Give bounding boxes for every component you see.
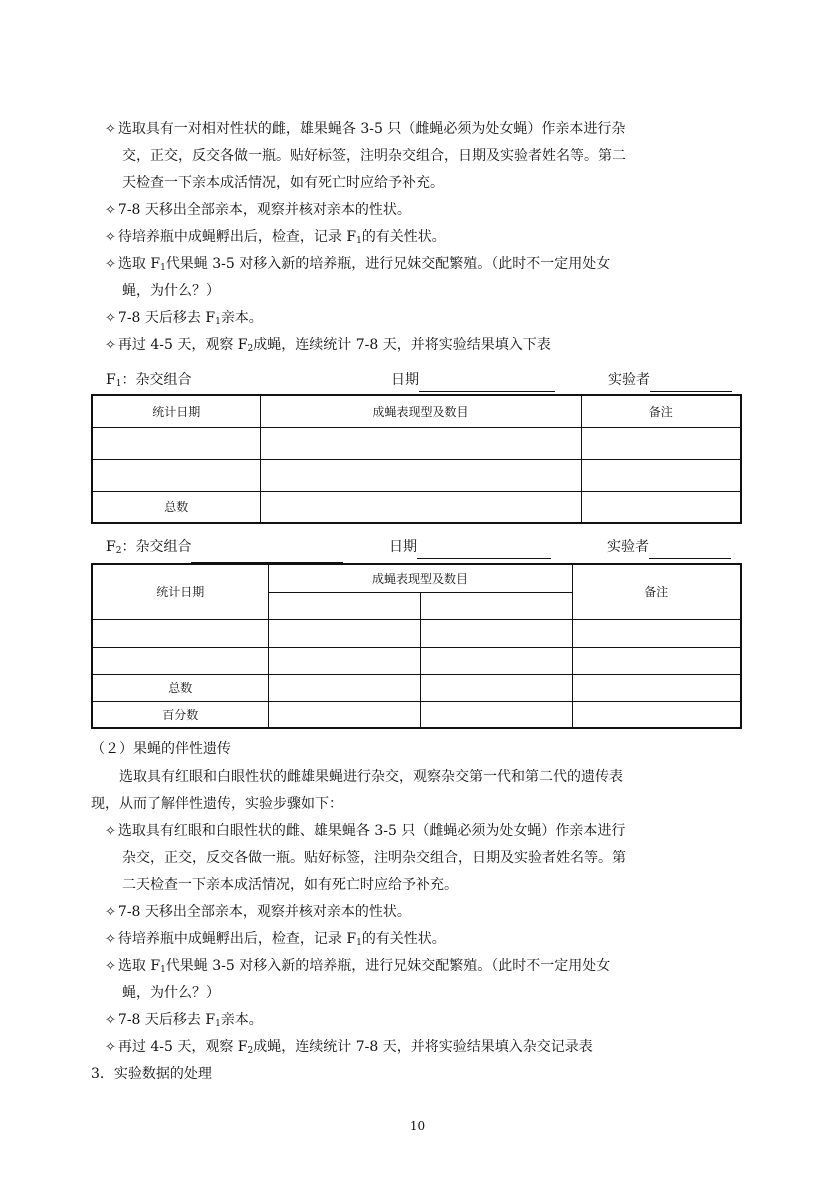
diamond-bullet-icon: ✧	[105, 1040, 116, 1055]
date-label: 日期	[391, 372, 419, 388]
step-text: 天检查一下亲本成活情况，如有死亡时应给予补充。	[122, 175, 444, 191]
table-cell[interactable]	[581, 459, 741, 491]
diamond-bullet-icon: ✧	[105, 311, 116, 326]
total-label: 总数	[92, 674, 268, 701]
header-date: 统计日期	[92, 564, 268, 619]
diamond-bullet-icon: ✧	[105, 959, 116, 974]
page-number: 10	[409, 1119, 426, 1133]
section-heading: （２）果蝇的伴性遗传	[91, 741, 231, 757]
step-text: 交，正交，反交各做一瓶。贴好标签，注明杂交组合，日期及实验者姓名等。第二	[122, 148, 626, 164]
diamond-bullet-icon: ✧	[105, 932, 116, 947]
table-cell[interactable]	[420, 701, 572, 728]
diamond-bullet-icon: ✧	[105, 257, 116, 272]
header-date: 统计日期	[92, 395, 260, 427]
percent-label: 百分数	[92, 701, 268, 728]
experimenter-field[interactable]	[650, 375, 732, 392]
form-f2-experimenter	[607, 535, 731, 559]
table-cell[interactable]	[420, 647, 572, 674]
table-cell[interactable]	[260, 491, 581, 523]
diamond-bullet-icon: ✧	[105, 338, 116, 353]
form-f2-date	[389, 535, 551, 559]
diamond-bullet-icon: ✧	[105, 824, 116, 839]
form-f1-header: $F_1$：杂交组合	[106, 368, 346, 396]
table-cell[interactable]	[572, 701, 741, 728]
table-cell[interactable]	[572, 619, 741, 647]
section-heading: 3．实验数据的处理	[91, 1066, 212, 1082]
header-phenotype: 成蝇表现型及数目	[268, 564, 572, 592]
table-cell[interactable]	[268, 701, 420, 728]
diamond-bullet-icon: ✧	[105, 230, 116, 245]
date-field[interactable]	[417, 542, 551, 559]
table-cell[interactable]	[420, 674, 572, 701]
cross-label: ：杂交组合	[121, 539, 192, 555]
diamond-bullet-icon: ✧	[105, 122, 116, 137]
header-notes: 备注	[581, 395, 741, 427]
cross-field[interactable]	[191, 546, 343, 563]
step-text: 7-8 天移出全部亲本，观察并核对亲本的性状。	[117, 202, 411, 218]
total-label: 总数	[92, 491, 260, 523]
diamond-bullet-icon: ✧	[105, 203, 116, 218]
table-cell[interactable]	[420, 619, 572, 647]
table-cell[interactable]	[260, 427, 581, 459]
form-f2-header: $F_2$：杂交组合	[106, 535, 343, 563]
f2-record-table	[91, 563, 742, 729]
experimenter-label: 实验者	[608, 372, 650, 388]
table-cell[interactable]	[92, 647, 268, 674]
table-cell[interactable]	[581, 491, 741, 523]
experimenter-label: 实验者	[607, 539, 649, 555]
cross-label: ：杂交组合	[121, 372, 192, 388]
diamond-bullet-icon: ✧	[105, 1013, 116, 1028]
date-label: 日期	[389, 539, 417, 555]
form-f1-experimenter	[608, 368, 732, 392]
experimenter-field[interactable]	[649, 542, 731, 559]
table-cell[interactable]	[268, 619, 420, 647]
diamond-bullet-icon: ✧	[105, 905, 116, 920]
phenotype-subcell[interactable]	[420, 592, 572, 619]
date-field[interactable]	[419, 375, 555, 392]
table-cell[interactable]	[572, 674, 741, 701]
table-cell[interactable]	[268, 647, 420, 674]
step-text: 选取具有一对相对性状的雌，雄果蝇各 3-5 只（雌蝇必须为处女蝇）作亲本进行杂	[117, 121, 626, 137]
table-cell[interactable]	[92, 459, 260, 491]
table-cell[interactable]	[268, 674, 420, 701]
f1-record-table	[91, 394, 742, 524]
table-cell[interactable]	[260, 459, 581, 491]
phenotype-subcell[interactable]	[268, 592, 420, 619]
header-notes: 备注	[572, 564, 741, 619]
table-cell[interactable]	[581, 427, 741, 459]
table-cell[interactable]	[92, 427, 260, 459]
table-cell[interactable]	[92, 619, 268, 647]
table-cell[interactable]	[572, 647, 741, 674]
header-phenotype: 成蝇表现型及数目	[260, 395, 581, 427]
form-f1-date	[391, 368, 555, 392]
